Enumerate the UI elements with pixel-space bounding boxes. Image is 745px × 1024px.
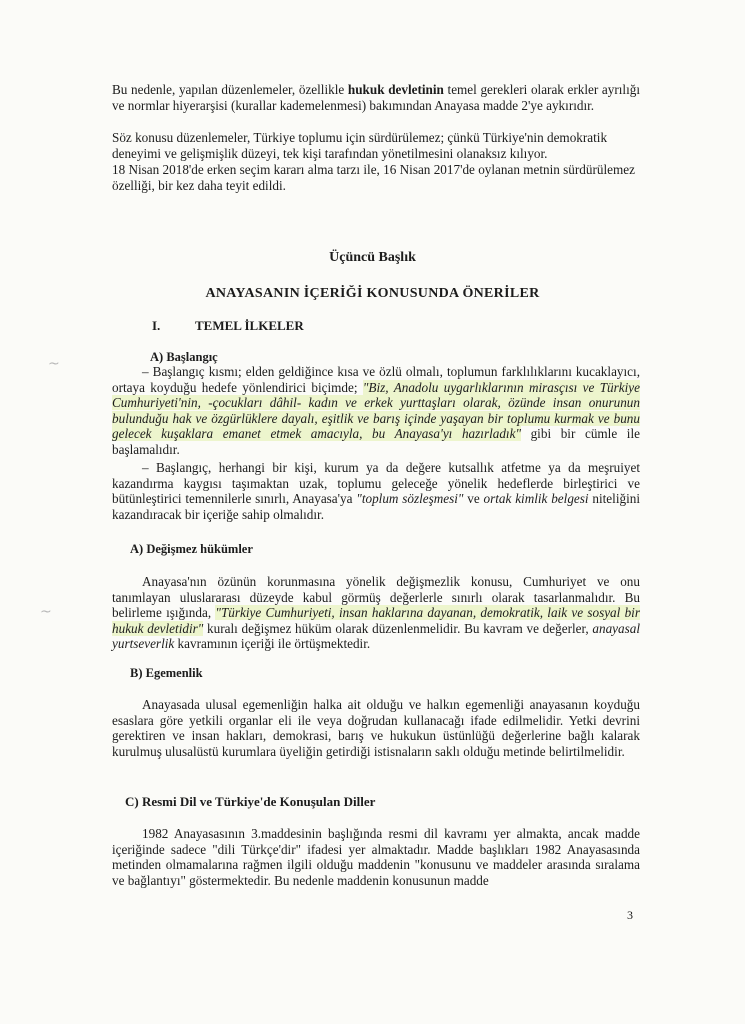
italic-text: "toplum sözleşmesi" bbox=[356, 491, 464, 507]
page-number: 3 bbox=[627, 908, 633, 922]
paragraph-early-election: 18 Nisan 2018'de erken seçim kararı alma tarzı ile, 16 Nisan 2017'de oylanan metnin sürdürülemez özelliği, bir kez daha teyit edildi. bbox=[112, 162, 635, 193]
highlighted-quote: "Biz, Anadolu uygarlıklarının mirasçısı ve Türkiye Cumhuriyeti'nin, -çocukları dâhil- kadın ve erkek yurttaşları olarak, özünde insan onurunun bulunduğu hak ve özgürlüklere dayalı, eşitlik ve barış içinde yaşayan bir toplumu kurmak ve bunu gelecek kuşaklara emanet etmek amacıyla, bu Anayasa'yı hazırladık" bbox=[112, 379, 640, 442]
text-run: kuralı değişmez hüküm olarak düzenlenmelidir. Bu kavram ve değerler, bbox=[203, 620, 593, 636]
bold-text: hukuk devletinin bbox=[347, 82, 444, 97]
heading-sovereignty: B) Egemenlik bbox=[130, 666, 203, 680]
text-run: ve bbox=[463, 491, 484, 507]
paragraph-unsustainable: Söz konusu düzenlemeler, Türkiye toplumu için sürdürülemez; çünkü Türkiye'nin demokratik deneyimi ve gelişmişlik düzeyi, tek kişi tarafından yönetilmesini olanaksız kılıyor. bbox=[112, 130, 608, 161]
paragraph-immutable bbox=[112, 574, 640, 652]
text-run: – Başlangıç kısmı; elden geldiğince kısa ve özlü olmalı, toplumun farklılıklarını kucaklayıcı, ortaya koyduğu hedefe yönlendirici biçimde; bbox=[112, 364, 640, 395]
text-run: – Başlangıç, herhangi bir kişi, kurum ya da değere kutsallık atfetme ya da meşruiyet kazandırma kaygısı taşımaktan uzak, toplumu geleceğe yönelik hedeflerde birleştirici ve bütünleştirici temennilerle sınırlı, Anayasa'ya bbox=[112, 460, 640, 507]
heading-immutable: A) Değişmez hükümler bbox=[130, 542, 253, 556]
paragraph-sovereignty: Anayasada ulusal egemenliğin halka ait olduğu ve halkın egemenliği anayasanın koyduğu esaslara göre yetkili organlar eli ile veya doğrudan kullanacağı ifade edilmelidir. Yetki devrini gerektiren ve insan hakları, demokrasi, barış ve hukukun üstünlüğü değerlerine bağlı kalarak kurulmuş ulusalüstü kurumlara üyeliğin getirdiği istisnaların saklı olduğu metinde belirtilmelidir. bbox=[112, 697, 640, 759]
text-run: temel gerekleri olarak erkler ayrılığı ve normlar hiyerarşisi (kurallar kademelenmesi) bakımından Anayasa madde 2'ye aykırıdır. bbox=[112, 82, 641, 113]
section-number: I. bbox=[152, 318, 161, 333]
italic-text: anayasal yurtseverlik bbox=[112, 620, 640, 652]
italic-text: ortak kimlik belgesi bbox=[483, 491, 589, 507]
scan-mark-icon: ~ bbox=[48, 356, 60, 372]
part-title: Üçüncü Başlık bbox=[329, 250, 416, 265]
scan-mark-icon: ~ bbox=[40, 604, 52, 620]
paragraph-language: 1982 Anayasasının 3.maddesinin başlığında resmi dil kavramı yer almakta, ancak madde içeriğinde sadece "dili Türkçe'dir" ifadesi yer almaktadır. Madde başlıkları 1982 Anayasasında metinden olmamalarına rağmen ilgili olduğu maddenin "konusunu ve maddeler arasında sıralama ve bağlantıyı" göstermektedir. Bu nedenle maddenin konusunun madde bbox=[112, 826, 640, 888]
text-run: Bu nedenle, yapılan düzenlemeler, özellikle bbox=[112, 82, 348, 97]
paragraph-legal-state bbox=[112, 82, 640, 113]
heading-preamble: A) Başlangıç bbox=[150, 350, 218, 364]
text-run: niteliğini kazandıracak bir içeriğe sahip olmalıdır. bbox=[112, 491, 641, 522]
section-title: TEMEL İLKELER bbox=[195, 318, 304, 333]
highlighted-quote: "Türkiye Cumhuriyeti, insan haklarına dayanan, demokratik, laik ve sosyal bir hukuk devletidir" bbox=[112, 605, 640, 636]
paragraph-preamble-1 bbox=[112, 364, 640, 458]
text-run: gibi bir cümle ile başlamalıdır. bbox=[112, 426, 640, 457]
text-run: kavramının içeriği ile örtüşmektedir. bbox=[174, 636, 371, 652]
text-run: Anayasa'nın özünün korunmasına yönelik değişmezlik konusu, Cumhuriyet ve onu tanımlayan uluslararası düzeyde kabul görmüş değerlerle sınırlı olarak tasarlanmalıdır. Bu belirleme ışığında, bbox=[112, 574, 640, 621]
heading-language: C) Resmi Dil ve Türkiye'de Konuşulan Diller bbox=[125, 794, 376, 809]
paragraph-preamble-2 bbox=[112, 460, 640, 522]
main-title: ANAYASANIN İÇERİĞİ KONUSUNDA ÖNERİLER bbox=[205, 286, 540, 301]
